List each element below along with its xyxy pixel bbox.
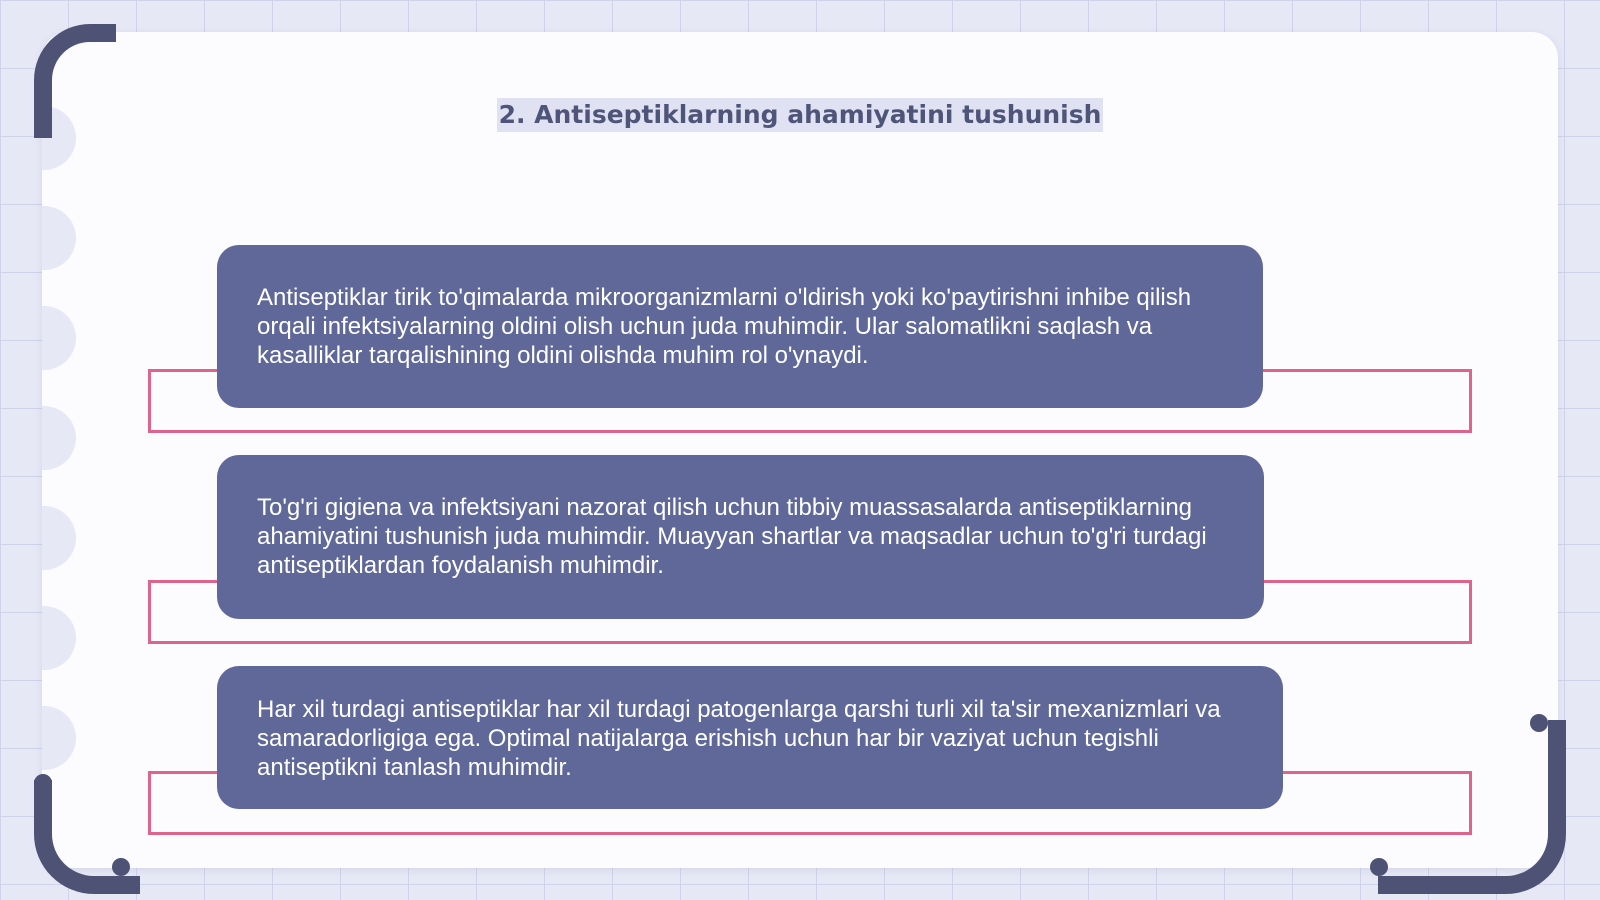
- info-card-text: Antiseptiklar tirik to'qimalarda mikroorganizmlarni o'ldirish yoki ko'paytirishni inhibe qilish orqali infektsiyalarning oldini olish uchun juda muhimdir. Ular salomatlikni saqlash va kasalliklar tarqalishining oldini olishda muhim rol o'ynaydi.: [257, 284, 1192, 369]
- corner-bracket-cap: [86, 24, 104, 42]
- info-card-2: [217, 455, 1264, 619]
- info-card-text: Har xil turdagi antiseptiklar har xil turdagi patogenlarga qarshi turli xil ta'sir mexanizmlari va samaradorligiga ega. Optimal natijalarga erishish uchun har bir vaziyat uchun tegishli antiseptikni tanlash muhimdir.: [257, 696, 1221, 781]
- scallop-notch: [42, 306, 76, 370]
- info-card-1: [217, 245, 1263, 408]
- corner-bracket-cap: [34, 774, 52, 792]
- scallop-notch: [42, 506, 76, 570]
- scallop-notch: [42, 406, 76, 470]
- info-card-3: [217, 666, 1283, 809]
- corner-bracket-cap: [1370, 858, 1388, 876]
- scallop-notch: [42, 706, 76, 770]
- slide-title: [0, 94, 1600, 132]
- slide-title-text: 2. Antiseptiklarning ahamiyatini tushunish: [497, 98, 1104, 132]
- scallop-notch: [42, 606, 76, 670]
- info-card-text: To'g'ri gigiena va infektsiyani nazorat qilish uchun tibbiy muassasalarda antiseptiklarning ahamiyatini tushunish juda muhimdir. Muayyan shartlar va maqsadlar uchun to'g'ri turdagi antiseptiklardan foydalanish muhimdir.: [257, 494, 1207, 579]
- scallop-notch: [42, 206, 76, 270]
- corner-bracket-cap: [112, 858, 130, 876]
- corner-bracket-cap: [1530, 714, 1548, 732]
